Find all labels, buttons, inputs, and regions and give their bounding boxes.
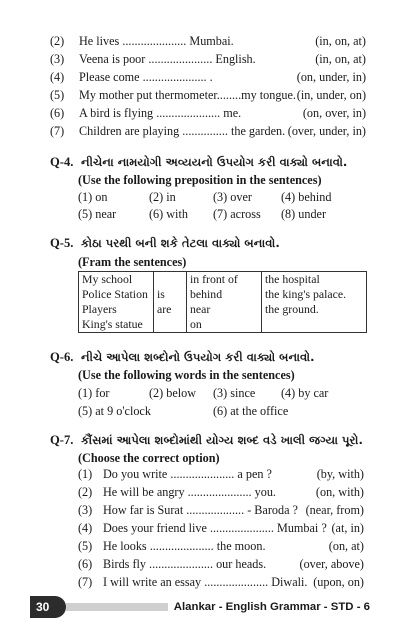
item-options: (in, under, on) [296, 88, 366, 102]
option: (8) under [281, 207, 327, 221]
options-row [78, 189, 378, 206]
question-subtitle: (Choose the correct option) [78, 451, 220, 465]
table-cell: in front of [190, 272, 238, 286]
item-text: He lives ..................... Mumbai. [79, 34, 234, 48]
exercise-item [78, 556, 364, 573]
table-cell: are [157, 302, 172, 316]
item-text: Please come ..................... . [79, 70, 213, 84]
question-subtitle: (Use the following words in the sentences) [78, 368, 295, 382]
table-cell: My school [82, 272, 133, 286]
item-number: (6) [50, 106, 65, 120]
question-number: Q-5. [50, 236, 74, 250]
exercise-item [50, 105, 366, 122]
item-number: (4) [78, 521, 93, 535]
option: (4) behind [281, 190, 332, 204]
table-cell: the ground. [265, 302, 319, 316]
exercise-item [50, 87, 366, 104]
item-options: (over, under, in) [287, 124, 366, 138]
table-cell: is [157, 287, 165, 301]
table-cell: King's statue [82, 317, 143, 331]
exercise-item [78, 520, 364, 537]
item-text: I will write an essay ..................... Diwali. [103, 575, 308, 589]
item-text: Veena is poor ..................... English. [79, 52, 256, 66]
item-options: (in, on, at) [315, 34, 366, 48]
item-number: (6) [78, 557, 93, 571]
item-options: (over, above) [299, 557, 364, 571]
page-footer [30, 596, 370, 618]
item-text: Birds fly ..................... our heads. [103, 557, 267, 571]
item-text: Do you write ..................... a pen ? [103, 467, 272, 481]
item-number: (5) [50, 88, 65, 102]
item-options: (near, from) [305, 503, 364, 517]
exercise-item [78, 484, 364, 501]
option: (2) below [149, 386, 197, 400]
item-number: (3) [78, 503, 93, 517]
question-subtitle: (Use the following preposition in the sentences) [78, 173, 322, 187]
option: (1) for [78, 386, 110, 400]
table-cell: Police Station [82, 287, 148, 301]
question-title-gujarati: નીચે આપેલા શબ્દોનો ઉપયોગ કરી વાક્યો બનાવો. [81, 350, 315, 364]
item-options: (upon, on) [313, 575, 364, 589]
option: (2) in [149, 190, 176, 204]
verbs-column [154, 272, 187, 333]
item-text: Children are playing ............... the garden. [79, 124, 286, 138]
item-options: (on, at) [328, 539, 364, 553]
option: (6) with [149, 207, 188, 221]
item-options: (on, with) [315, 485, 364, 499]
item-options: (on, over, in) [302, 106, 366, 120]
item-text: How far is Surat ................... - Baroda ? [103, 503, 298, 517]
options-row [78, 206, 378, 223]
item-options: (by, with) [316, 467, 364, 481]
item-number: (7) [78, 575, 93, 589]
item-number: (2) [50, 34, 65, 48]
prepositions-column [187, 272, 262, 333]
item-number: (3) [50, 52, 65, 66]
item-options: (on, under, in) [296, 70, 366, 84]
sentence-table [78, 271, 367, 333]
places-column [262, 272, 367, 333]
option: (6) at the office [213, 404, 289, 418]
question-title-gujarati: કૌંસમાં આપેલા શબ્દોમાંથી યોગ્ય શબ્દ વડે ખાલી જગ્યા પૂરો. [81, 433, 363, 447]
table-cell: behind [190, 287, 223, 301]
question-title-gujarati: નીચેના નામયોગી અવ્યયનો ઉપયોગ કરી વાક્યો બનાવો. [81, 155, 348, 169]
option: (1) on [78, 190, 108, 204]
exercise-item [50, 69, 366, 86]
question-number: Q-7. [50, 433, 74, 447]
exercise-item [50, 33, 366, 50]
question-subtitle: (Fram the sentences) [78, 255, 187, 269]
item-text: My mother put thermometer........my tongue. [79, 88, 296, 102]
option: (5) near [78, 207, 117, 221]
item-options: (in, on, at) [315, 52, 366, 66]
item-number: (7) [50, 124, 65, 138]
item-number: (2) [78, 485, 93, 499]
exercise-item [50, 51, 366, 68]
item-options: (at, in) [331, 521, 364, 535]
table-cell: the king's palace. [265, 287, 347, 301]
table-cell: Players [82, 302, 117, 316]
exercise-item [78, 466, 364, 483]
item-number: (1) [78, 467, 93, 481]
exercise-item [78, 538, 364, 555]
exercise-item [78, 502, 364, 519]
item-number: (5) [78, 539, 93, 553]
item-text: A bird is flying ..................... me. [79, 106, 242, 120]
item-number: (4) [50, 70, 65, 84]
option: (3) over [213, 190, 252, 204]
exercise-item [50, 123, 366, 140]
question-number: Q-4. [50, 155, 74, 169]
option: (7) across [213, 207, 261, 221]
option: (5) at 9 o'clock [78, 404, 151, 418]
item-text: He looks ..................... the moon. [103, 539, 266, 553]
item-text: He will be angry ..................... you. [103, 485, 276, 499]
options-row [78, 403, 378, 420]
page-number-badge [30, 596, 66, 618]
question-number: Q-6. [50, 350, 74, 364]
options-row [78, 385, 378, 402]
exercise-item [78, 574, 364, 591]
page-number: 30 [36, 600, 50, 614]
table-cell: on [190, 317, 202, 331]
question-title-gujarati: કોઠા પરથી બની શકે તેટલા વાક્યો બનાવો. [81, 236, 280, 250]
table-cell: the hospital [265, 272, 320, 286]
book-title: Alankar - English Grammar - STD - 6 [168, 596, 370, 618]
subjects-column [79, 272, 154, 333]
option: (4) by car [281, 386, 329, 400]
option: (3) since [213, 386, 256, 400]
table-cell: near [190, 302, 211, 316]
item-text: Does your friend live ..................... Mumbai ? [103, 521, 327, 535]
